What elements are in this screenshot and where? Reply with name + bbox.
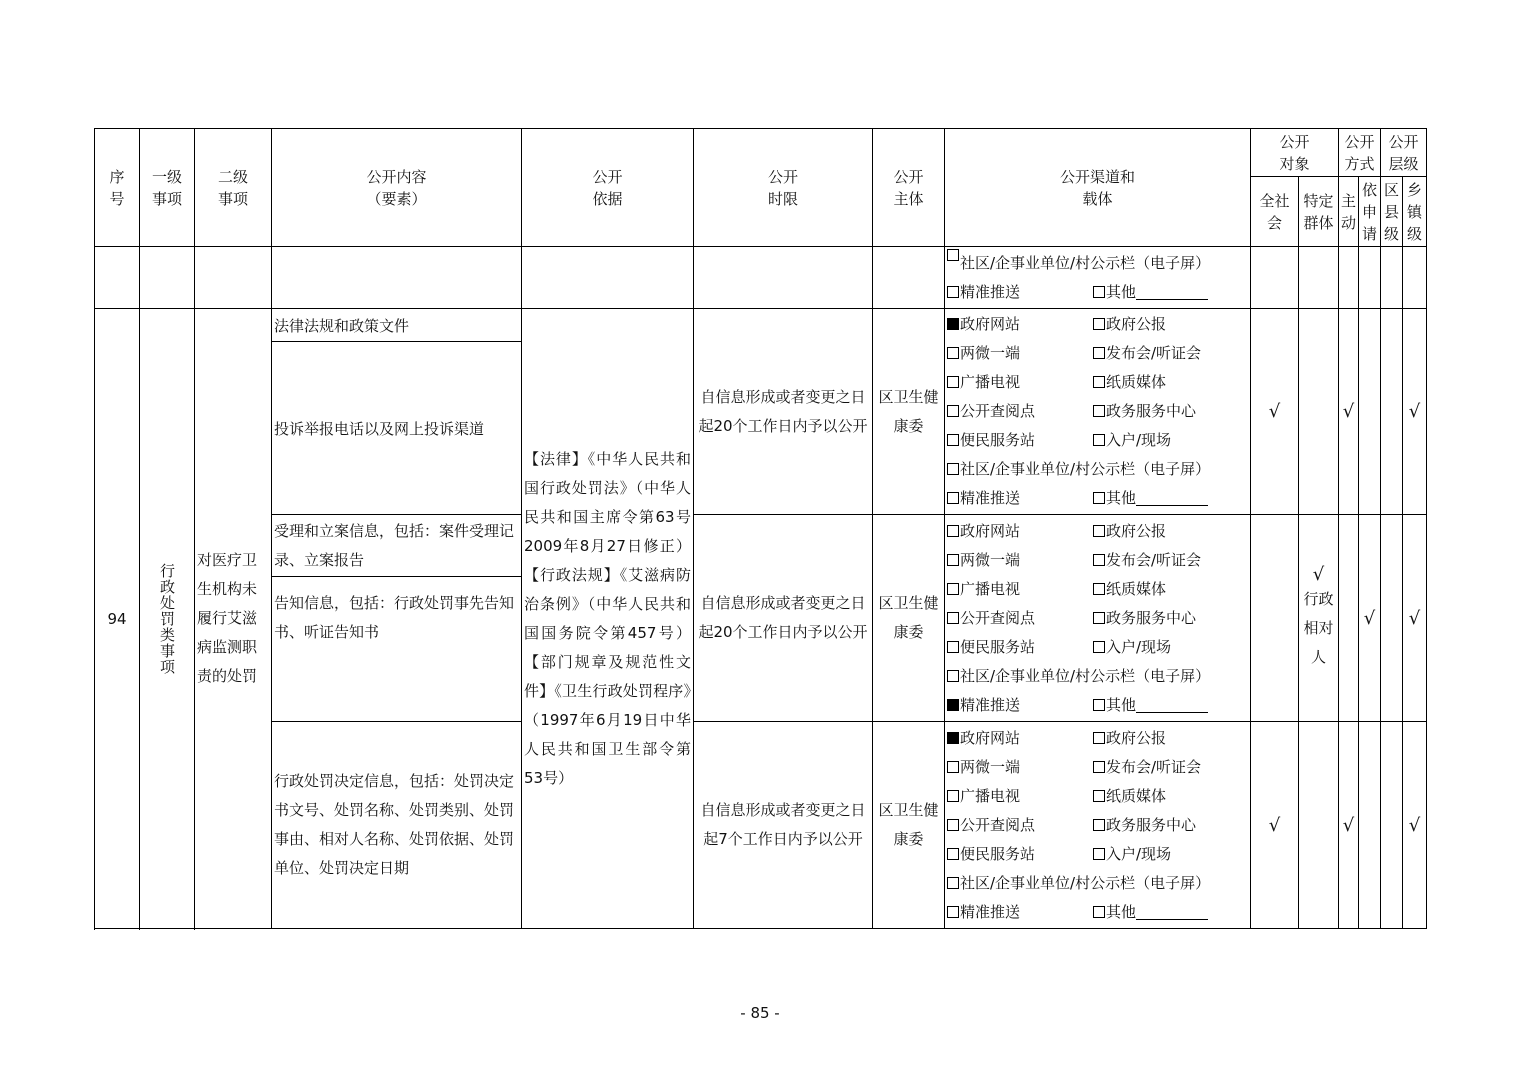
carry-channel-cell: 社区/企事业单位/村公示栏（电子屏） 精准推送 其他: [945, 247, 1251, 309]
level-county-mark: [1381, 515, 1403, 722]
channel-label: 精准推送: [960, 489, 1021, 507]
header-method-active: 主动: [1339, 177, 1359, 247]
channel-label: 政府公报: [1106, 315, 1167, 333]
channel-row: [947, 753, 1250, 782]
fill-blank-line: [1136, 905, 1208, 920]
channel-label: 两微一端: [960, 550, 1021, 569]
header-time: 公开时限: [694, 129, 873, 247]
channel-label: 政务服务中心: [1106, 815, 1197, 834]
disclosure-time: 自信息形成或者变更之日起20个工作日内予以公开: [694, 309, 873, 515]
checkbox-icon: [1093, 761, 1105, 773]
level-town-mark: √: [1403, 515, 1427, 722]
target-specific-mark: √: [1312, 564, 1325, 585]
checkbox-icon: [1093, 492, 1105, 504]
channel-label: 其他: [1106, 489, 1137, 507]
channel-row: [947, 691, 1250, 720]
header-seq: 序号: [95, 129, 140, 247]
channel-label: 公开查阅点: [960, 608, 1036, 627]
checkbox-icon: [1093, 583, 1105, 595]
channel-label: 纸质媒体: [1106, 786, 1167, 805]
channel-label: 便民服务站: [960, 844, 1036, 863]
target-specific-note: 行政相对人: [1303, 590, 1334, 666]
channel-label: 两微一端: [960, 757, 1021, 776]
method-apply-mark: [1359, 309, 1381, 515]
checkbox-icon: [947, 877, 959, 889]
header-level-county: 区县级: [1381, 177, 1403, 247]
content-item: 投诉举报电话以及网上投诉渠道: [272, 342, 522, 515]
fill-blank-line: [1136, 491, 1208, 506]
channel-label: 政府公报: [1106, 728, 1167, 747]
header-level: 公开层级: [1381, 129, 1427, 177]
checkbox-icon: [1093, 376, 1105, 388]
header-method-apply: 依申请: [1359, 177, 1381, 247]
header-target: 公开对象: [1251, 129, 1339, 177]
target-specific-cell: [1299, 515, 1339, 722]
checkbox-icon: [1093, 434, 1105, 446]
channel-label: 政府网站: [960, 521, 1021, 540]
channel-label: 入户/现场: [1106, 431, 1172, 449]
checkbox-icon: [947, 670, 959, 682]
checkbox-icon: [947, 819, 959, 831]
method-apply-mark: [1359, 722, 1381, 929]
channel-row: [947, 604, 1250, 633]
channel-row: [947, 310, 1250, 339]
checkbox-icon: [1093, 286, 1105, 298]
method-active-mark: √: [1339, 309, 1359, 515]
target-all-mark: [1251, 515, 1299, 722]
checked-box-icon: [947, 318, 959, 330]
channel-label: 精准推送: [960, 695, 1021, 714]
channel-label: 社区/企事业单位/村公示栏（电子屏）: [960, 873, 1211, 892]
content-item: 行政处罚决定信息，包括：处罚决定书文号、处罚名称、处罚类别、处罚事由、相对人名称、处罚依据、处罚单位、处罚决定日期: [272, 722, 522, 929]
channel-row: [947, 546, 1250, 575]
disclosure-subject: 区卫生健康委: [873, 515, 945, 722]
target-all-mark: √: [1251, 309, 1299, 515]
channel-label: 社区/企事业单位/村公示栏（电子屏）: [960, 460, 1211, 478]
channel-row: [947, 782, 1250, 811]
channel-row: [947, 484, 1250, 513]
method-active-mark: √: [1339, 722, 1359, 929]
checkbox-icon: [1093, 347, 1105, 359]
channel-cell: [945, 515, 1251, 722]
header-content: 公开内容（要素）: [272, 129, 522, 247]
channel-row: [947, 575, 1250, 604]
channel-row: [947, 633, 1250, 662]
checkbox-icon: [1093, 554, 1105, 566]
header-target-specific: 特定群体: [1299, 177, 1339, 247]
channel-label: 入户/现场: [1106, 637, 1172, 656]
channel-label: 其他: [1106, 902, 1137, 921]
method-active-mark: [1339, 515, 1359, 722]
channel-label: 政府网站: [960, 315, 1021, 333]
item-level2: 对医疗卫生机构未履行艾滋病监测职责的处罚: [195, 309, 272, 929]
method-apply-mark: √: [1359, 515, 1381, 722]
checkbox-icon: [947, 249, 959, 261]
channel-cell: [945, 309, 1251, 515]
checkbox-icon: [1093, 525, 1105, 537]
checkbox-icon: [1093, 405, 1105, 417]
channel-row: [947, 455, 1250, 484]
disclosure-table: [94, 128, 1427, 929]
item-level1: 行政处罚类事项: [140, 309, 195, 929]
checkbox-icon: [947, 463, 959, 475]
disclosure-subject: 区卫生健康委: [873, 722, 945, 929]
checkbox-icon: [947, 525, 959, 537]
channel-row: [947, 368, 1250, 397]
content-item: 受理和立案信息，包括：案件受理记录、立案报告: [272, 515, 522, 577]
checked-box-icon: [947, 699, 959, 711]
channel-label: 入户/现场: [1106, 844, 1172, 863]
checkbox-icon: [1093, 641, 1105, 653]
checkbox-icon: [947, 583, 959, 595]
checkbox-icon: [1093, 819, 1105, 831]
content-item: 法律法规和政策文件: [272, 309, 522, 342]
level-county-mark: [1381, 309, 1403, 515]
channel-label: 广播电视: [960, 373, 1021, 391]
channel-row: [947, 811, 1250, 840]
channel-label: 社区/企事业单位/村公示栏（电子屏）: [960, 666, 1211, 685]
target-specific-mark: [1299, 722, 1339, 929]
checkbox-icon: [1093, 790, 1105, 802]
target-specific-mark: [1299, 309, 1339, 515]
fill-blank-line: [1136, 698, 1208, 713]
header-level-town: 乡镇级: [1403, 177, 1427, 247]
channel-row: [947, 397, 1250, 426]
checkbox-icon: [1093, 318, 1105, 330]
checkbox-icon: [1093, 848, 1105, 860]
channel-row: [947, 869, 1250, 898]
channel-row: [947, 426, 1250, 455]
page-number: - 85 -: [740, 1004, 780, 1022]
channel-cell: [945, 722, 1251, 929]
channel-row: [947, 662, 1250, 691]
channel-label: 公开查阅点: [960, 402, 1036, 420]
channel-label: 广播电视: [960, 579, 1021, 598]
channel-row: [947, 840, 1250, 869]
checkbox-icon: [947, 612, 959, 624]
carry-over-row: [95, 247, 1427, 309]
checkbox-icon: [947, 848, 959, 860]
checkbox-icon: [947, 405, 959, 417]
checkbox-icon: [947, 790, 959, 802]
level-town-mark: √: [1403, 309, 1427, 515]
disclosure-time: 自信息形成或者变更之日起20个工作日内予以公开: [694, 515, 873, 722]
disclosure-time: 自信息形成或者变更之日起7个工作日内予以公开: [694, 722, 873, 929]
channel-row: [947, 339, 1250, 368]
disclosure-subject: 区卫生健康委: [873, 309, 945, 515]
item-seq: 94: [95, 309, 140, 929]
header-basis: 公开依据: [522, 129, 694, 247]
checkbox-icon: [947, 641, 959, 653]
target-all-mark: √: [1251, 722, 1299, 929]
channel-label: 其他: [1106, 695, 1137, 714]
channel-label: 便民服务站: [960, 431, 1036, 449]
checkbox-icon: [947, 376, 959, 388]
checkbox-icon: [1093, 612, 1105, 624]
channel-label: 发布会/听证会: [1106, 550, 1202, 569]
header-subject: 公开主体: [873, 129, 945, 247]
fill-blank-line: [1136, 285, 1208, 300]
level-county-mark: [1381, 722, 1403, 929]
channel-row: [947, 898, 1250, 927]
level-town-mark: √: [1403, 722, 1427, 929]
channel-label: 广播电视: [960, 786, 1021, 805]
channel-label: 两微一端: [960, 344, 1021, 362]
channel-label: 公开查阅点: [960, 815, 1036, 834]
channel-label: 纸质媒体: [1106, 579, 1167, 598]
channel-label: 政务服务中心: [1106, 608, 1197, 627]
channel-row: [947, 724, 1250, 753]
channel-row: [947, 517, 1250, 546]
header-level2: 二级事项: [195, 129, 272, 247]
header-target-all: 全社会: [1251, 177, 1299, 247]
channel-label: 发布会/听证会: [1106, 757, 1202, 776]
channel-label: 发布会/听证会: [1106, 344, 1202, 362]
channel-label: 政府网站: [960, 728, 1021, 747]
checkbox-icon: [947, 434, 959, 446]
header-level1: 一级事项: [140, 129, 195, 247]
checkbox-icon: [1093, 699, 1105, 711]
channel-label: 政务服务中心: [1106, 402, 1197, 420]
header-channel: 公开渠道和载体: [945, 129, 1251, 247]
checkbox-icon: [1093, 906, 1105, 918]
checkbox-icon: [947, 347, 959, 359]
channel-label: 便民服务站: [960, 637, 1036, 656]
checkbox-icon: [947, 554, 959, 566]
checkbox-icon: [947, 761, 959, 773]
checkbox-icon: [947, 906, 959, 918]
channel-label: 政府公报: [1106, 521, 1167, 540]
channel-label: 精准推送: [960, 902, 1021, 921]
item-basis: 【法律】《中华人民共和国行政处罚法》（中华人民共和国主席令第63号 2009年8月27日修正）【行政法规】《艾滋病防治条例》（中华人民共和国国务院令第457号）【部门规章及规范性文件】《卫生行政处罚程序》（1997年6月19日中华人民共和国卫生部令第53号）: [522, 309, 694, 929]
checked-box-icon: [947, 732, 959, 744]
channel-label: 纸质媒体: [1106, 373, 1167, 391]
content-item: 告知信息，包括：行政处罚事先告知书、听证告知书: [272, 577, 522, 722]
header-method: 公开方式: [1339, 129, 1381, 177]
checkbox-icon: [1093, 732, 1105, 744]
checkbox-icon: [947, 492, 959, 504]
checkbox-icon: [947, 286, 959, 298]
